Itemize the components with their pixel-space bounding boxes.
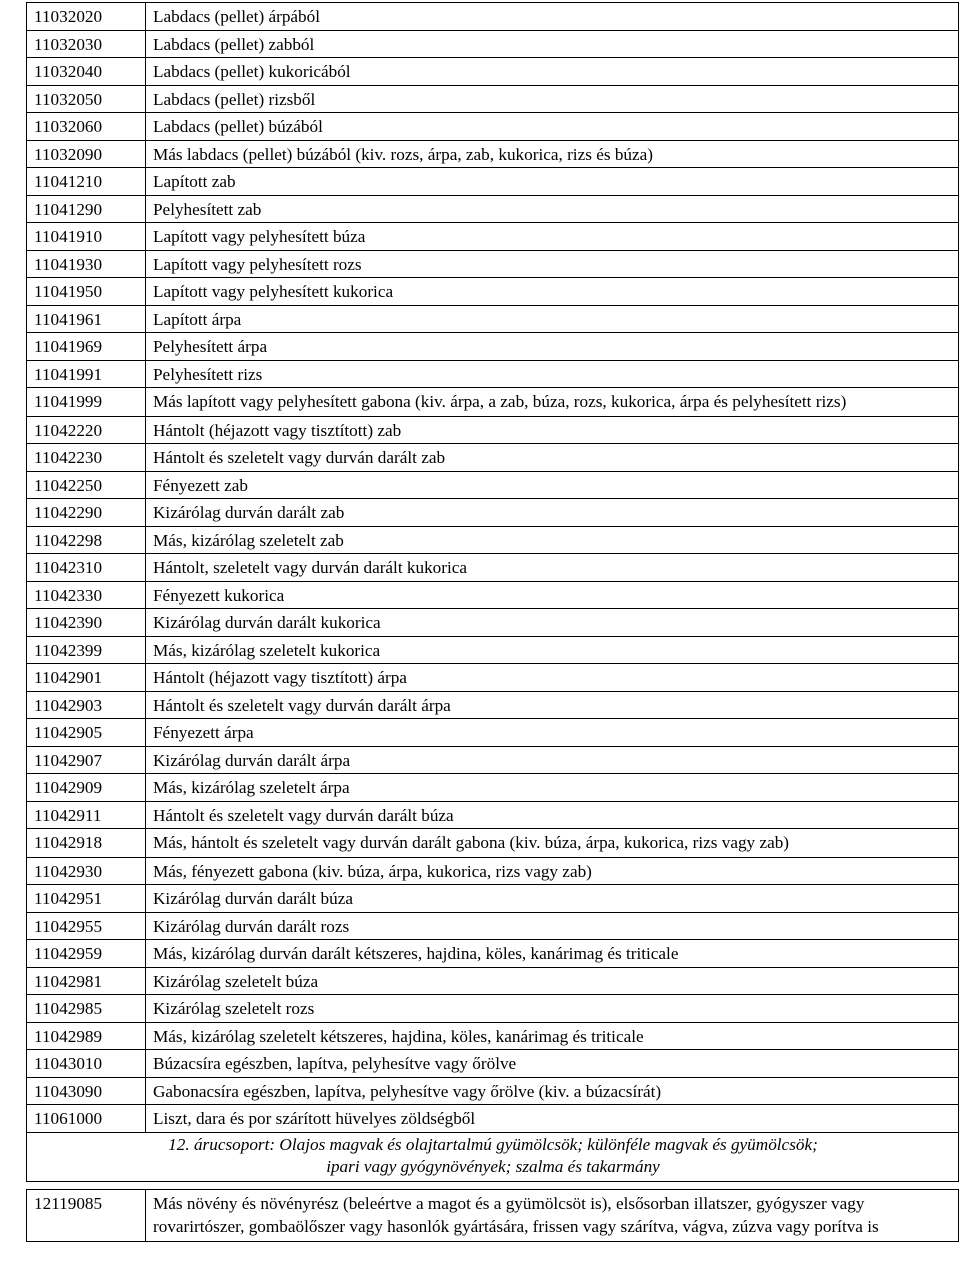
- code-cell: 11041910: [27, 223, 146, 251]
- description-cell: Hántolt és szeletelt vagy durván darált zab: [146, 444, 959, 472]
- group-heading-line-2: ipari vagy gyógynövények; szalma és takarmány: [326, 1156, 660, 1176]
- description-cell: Pelyhesített rizs: [146, 360, 959, 388]
- code-cell: 11041930: [27, 250, 146, 278]
- code-cell: 11042250: [27, 471, 146, 499]
- description-cell: Lapított vagy pelyhesített kukorica: [146, 278, 959, 306]
- table-row: [27, 940, 959, 968]
- group-heading: [27, 1132, 959, 1181]
- code-cell: 11042981: [27, 967, 146, 995]
- table-row: [27, 1050, 959, 1078]
- table-row: [27, 636, 959, 664]
- description-cell: Lapított zab: [146, 168, 959, 196]
- table-row: [27, 581, 959, 609]
- description-cell: Más, kizárólag durván darált kétszeres, hajdina, köles, kanárimag és triticale: [146, 940, 959, 968]
- separator-cell: [27, 1181, 959, 1189]
- description-cell: Más növény és növényrész (beleértve a magot és a gyümölcsöt is), elsősorban illatszer, gyógyszer vagy rovarirtószer, gombaölőszer vagy hasonlók gyártására, frissen vagy szárítva, vágva, zúzva vagy porítva is: [146, 1189, 959, 1241]
- description-cell: Más, kizárólag szeletelt kétszeres, hajdina, köles, kanárimag és triticale: [146, 1022, 959, 1050]
- description-cell: Más, kizárólag szeletelt kukorica: [146, 636, 959, 664]
- code-cell: 11042907: [27, 746, 146, 774]
- description-cell: Pelyhesített zab: [146, 195, 959, 223]
- document-page: [26, 2, 960, 1242]
- code-cell: 11042220: [27, 416, 146, 444]
- table-row: [27, 278, 959, 306]
- code-cell: 11042951: [27, 885, 146, 913]
- table-row: [27, 912, 959, 940]
- description-cell: Hántolt és szeletelt vagy durván darált árpa: [146, 691, 959, 719]
- description-cell: Pelyhesített árpa: [146, 333, 959, 361]
- description-cell: Fényezett árpa: [146, 719, 959, 747]
- description-cell: Gabonacsíra egészben, lapítva, pelyhesítve vagy őrölve (kiv. a búzacsírát): [146, 1077, 959, 1105]
- description-cell: Hántolt (héjazott vagy tisztított) árpa: [146, 664, 959, 692]
- code-cell: 11042955: [27, 912, 146, 940]
- table-row: [27, 195, 959, 223]
- description-cell: Kizárólag szeletelt rozs: [146, 995, 959, 1023]
- code-cell: 11042310: [27, 554, 146, 582]
- code-cell: 11042959: [27, 940, 146, 968]
- description-cell: Labdacs (pellet) búzából: [146, 113, 959, 141]
- table-row: [27, 746, 959, 774]
- description-cell: Más lapított vagy pelyhesített gabona (kiv. árpa, a zab, búza, rozs, kukorica, árpa és pelyhesített rizs): [146, 388, 959, 417]
- table-row: [27, 499, 959, 527]
- table-row: [27, 691, 959, 719]
- table-row: [27, 471, 959, 499]
- table-row: [27, 664, 959, 692]
- code-cell: 11042230: [27, 444, 146, 472]
- code-cell: 11041969: [27, 333, 146, 361]
- code-cell: 11042330: [27, 581, 146, 609]
- separator-row: [27, 1181, 959, 1189]
- table-row: [27, 1022, 959, 1050]
- code-cell: 12119085: [27, 1189, 146, 1241]
- description-cell: Lapított vagy pelyhesített rozs: [146, 250, 959, 278]
- code-cell: 11042399: [27, 636, 146, 664]
- description-cell: Labdacs (pellet) árpából: [146, 3, 959, 31]
- code-cell: 11043090: [27, 1077, 146, 1105]
- description-cell: Hántolt és szeletelt vagy durván darált búza: [146, 801, 959, 829]
- description-cell: Kizárólag durván darált kukorica: [146, 609, 959, 637]
- description-cell: Más, kizárólag szeletelt zab: [146, 526, 959, 554]
- code-cell: 11041999: [27, 388, 146, 417]
- table-row: [27, 719, 959, 747]
- table-row: [27, 140, 959, 168]
- table-row: [27, 774, 959, 802]
- table-row: [27, 333, 959, 361]
- table-row: [27, 85, 959, 113]
- description-cell: Kizárólag durván darált zab: [146, 499, 959, 527]
- table-row: [27, 829, 959, 858]
- code-cell: 11041950: [27, 278, 146, 306]
- table-row: [27, 416, 959, 444]
- code-cell: 11032020: [27, 3, 146, 31]
- code-cell: 11032090: [27, 140, 146, 168]
- table-row: [27, 388, 959, 417]
- description-cell: Labdacs (pellet) zabból: [146, 30, 959, 58]
- code-cell: 11042909: [27, 774, 146, 802]
- description-cell: Kizárólag durván darált rozs: [146, 912, 959, 940]
- description-cell: Más labdacs (pellet) búzából (kiv. rozs, árpa, zab, kukorica, rizs és búza): [146, 140, 959, 168]
- table-row: [27, 967, 959, 995]
- code-cell: 11042911: [27, 801, 146, 829]
- code-cell: 11042930: [27, 857, 146, 885]
- code-cell: 11043010: [27, 1050, 146, 1078]
- table-row: [27, 554, 959, 582]
- code-cell: 11032050: [27, 85, 146, 113]
- code-cell: 11042298: [27, 526, 146, 554]
- code-cell: 11042901: [27, 664, 146, 692]
- table-row: [27, 857, 959, 885]
- table-row: [27, 305, 959, 333]
- code-cell: 11042390: [27, 609, 146, 637]
- table-row: [27, 885, 959, 913]
- table-row: [27, 223, 959, 251]
- table-row: [27, 360, 959, 388]
- group-heading-line-1: 12. árucsoport: Olajos magvak és olajtartalmú gyümölcsök; különféle magvak és gyümölcsök;: [168, 1134, 818, 1154]
- description-cell: Labdacs (pellet) kukoricából: [146, 58, 959, 86]
- table-row: [27, 1077, 959, 1105]
- table-row: [27, 113, 959, 141]
- description-cell: Más, fényezett gabona (kiv. búza, árpa, kukorica, rizs vagy zab): [146, 857, 959, 885]
- table-row: [27, 3, 959, 31]
- description-cell: Lapított árpa: [146, 305, 959, 333]
- code-cell: 11042989: [27, 1022, 146, 1050]
- description-cell: Kizárólag durván darált búza: [146, 885, 959, 913]
- code-cell: 11032060: [27, 113, 146, 141]
- tariff-table: [26, 2, 959, 1242]
- code-cell: 11032040: [27, 58, 146, 86]
- code-cell: 11032030: [27, 30, 146, 58]
- table-row: [27, 250, 959, 278]
- code-cell: 11041961: [27, 305, 146, 333]
- description-cell: Kizárólag szeletelt búza: [146, 967, 959, 995]
- description-cell: Hántolt (héjazott vagy tisztított) zab: [146, 416, 959, 444]
- table-row: [27, 30, 959, 58]
- group-heading-row: [27, 1132, 959, 1181]
- code-cell: 11042290: [27, 499, 146, 527]
- code-cell: 11041991: [27, 360, 146, 388]
- description-cell: Fényezett kukorica: [146, 581, 959, 609]
- code-cell: 11042918: [27, 829, 146, 858]
- code-cell: 11042985: [27, 995, 146, 1023]
- description-cell: Liszt, dara és por szárított hüvelyes zöldségből: [146, 1105, 959, 1133]
- description-cell: Fényezett zab: [146, 471, 959, 499]
- table-row: [27, 444, 959, 472]
- code-cell: 11041210: [27, 168, 146, 196]
- description-cell: Más, hántolt és szeletelt vagy durván darált gabona (kiv. búza, árpa, kukorica, rizs vagy zab): [146, 829, 959, 858]
- code-cell: 11041290: [27, 195, 146, 223]
- description-cell: Kizárólag durván darált árpa: [146, 746, 959, 774]
- table-row: [27, 609, 959, 637]
- code-cell: 11061000: [27, 1105, 146, 1133]
- description-cell: Labdacs (pellet) rizsből: [146, 85, 959, 113]
- table-row: [27, 1189, 959, 1241]
- table-row: [27, 801, 959, 829]
- code-cell: 11042903: [27, 691, 146, 719]
- description-cell: Hántolt, szeletelt vagy durván darált kukorica: [146, 554, 959, 582]
- description-cell: Más, kizárólag szeletelt árpa: [146, 774, 959, 802]
- description-cell: Lapított vagy pelyhesített búza: [146, 223, 959, 251]
- table-row: [27, 58, 959, 86]
- table-row: [27, 1105, 959, 1133]
- table-row: [27, 168, 959, 196]
- table-row: [27, 995, 959, 1023]
- code-cell: 11042905: [27, 719, 146, 747]
- table-row: [27, 526, 959, 554]
- description-cell: Búzacsíra egészben, lapítva, pelyhesítve vagy őrölve: [146, 1050, 959, 1078]
